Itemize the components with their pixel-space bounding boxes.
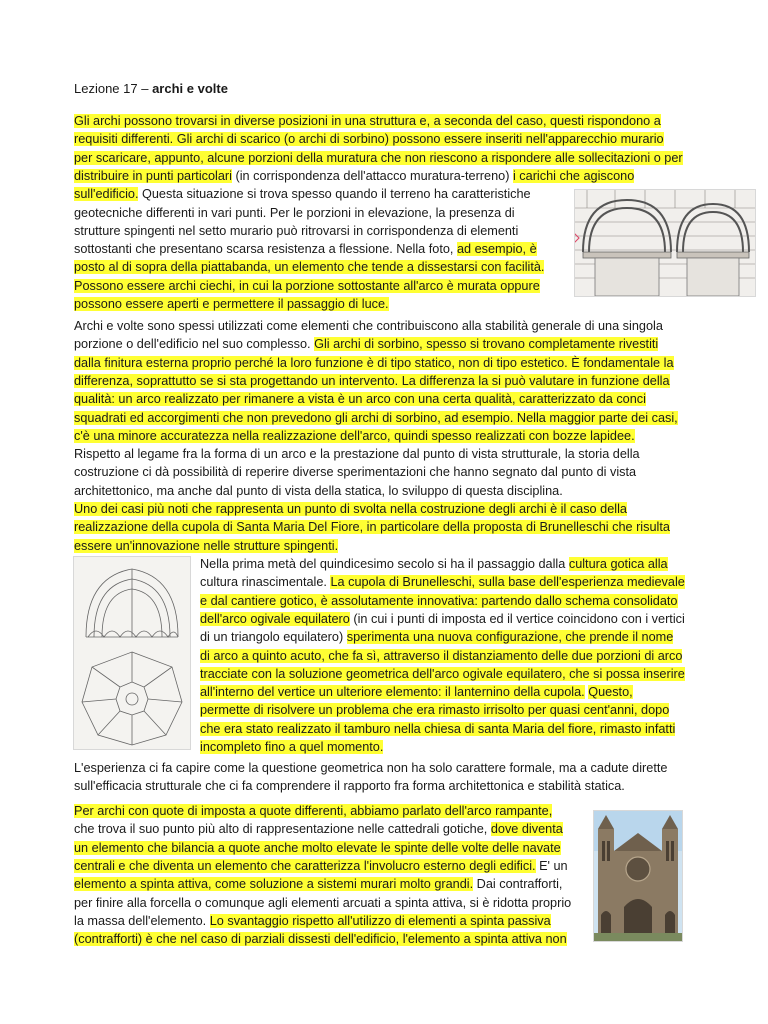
text-line (74, 464, 684, 480)
text-line (74, 803, 599, 819)
title-prefix: Lezione 17 – (74, 81, 153, 96)
text-line (74, 131, 684, 147)
text-segment: dove diventa (490, 822, 563, 837)
text-line (74, 336, 684, 352)
text-segment: realizzazione della cupola di Santa Maria Del Fiore, in particolare della proposta di Brunelleschi che risulta (74, 520, 670, 535)
text-segment: L'esperienza ci fa capire come la questione geometrica non ha solo carattere formale, ma a cadute dirette (74, 761, 668, 775)
text-line (74, 168, 684, 184)
text-line (200, 702, 684, 718)
text-segment: sull'efficacia strutturale che ci fa comprendere il rapporto fra forma architettonica e stabilità statica. (74, 779, 625, 794)
text-segment: Nella prima metà del quindicesimo secolo si ha il passaggio dalla (200, 557, 569, 571)
text-segment: tracciate con la soluzione geometrica dell'arco ogivale equilatero, che si possa inserire (200, 666, 685, 681)
text-segment: Dai contrafforti, (473, 877, 563, 892)
text-line (74, 259, 586, 275)
text-segment: c'è una minore accuratezza nella realizzazione dell'arco, quindi spesso realizzati con bozze lapidee. (74, 428, 635, 443)
text-line (74, 821, 599, 837)
text-segment: dalla finitura esterna proprio perché la loro funzione è di tipo statico, non di tipo estetico. È fondamentale la (74, 355, 674, 370)
text-line (74, 519, 684, 535)
text-segment: elemento a spinta attiva, come soluzione a sistemi murari molto grandi. (74, 877, 474, 892)
text-line (200, 556, 684, 572)
text-line (74, 241, 586, 257)
text-segment: sull'edificio. (74, 187, 139, 202)
text-segment: E' un (535, 858, 568, 873)
text-segment: che era stato realizzato il tamburo nella chiesa di santa Maria del fiore, rimasto infatti (200, 721, 676, 736)
text-line (74, 113, 684, 129)
text-segment: per scaricare, appunto, alcune porzioni della muratura che non riescono a rispondere alle sollecitazioni o per (74, 150, 683, 165)
text-segment: sperimenta una nuova configurazione, che prende il nome (346, 630, 674, 645)
text-line (200, 611, 684, 627)
text-segment: ad esempio, è (456, 242, 537, 257)
text-line (200, 593, 684, 609)
text-segment: porzione o dell'edificio nel suo complesso. (74, 337, 315, 352)
text-segment: incompleto fino a quel momento. (200, 740, 384, 754)
text-segment: cultura gotica alla (568, 557, 668, 571)
text-segment: Uno dei casi più noti che rappresenta un punto di svolta nella costruzione degli archi è il caso della (74, 502, 627, 516)
text-line (200, 739, 684, 755)
text-line (200, 684, 684, 700)
text-segment: Possono essere archi ciechi, in cui la porzione sottostante all'arco è murata oppure (74, 278, 540, 293)
text-segment: la massa dell'elemento. (74, 913, 210, 928)
lesson-title (74, 81, 228, 96)
text-line (74, 538, 684, 554)
title-topic: archi e volte (152, 81, 228, 96)
text-line (74, 223, 586, 239)
text-line (74, 931, 599, 947)
dome-geometry-drawing (73, 556, 191, 750)
text-segment: costruzione ci dà possibilità di reperire diverse sperimentazioni che hanno segnato dal punto di vista (74, 465, 637, 480)
text-segment: (contrafforti) è che nel caso di parziali dissesti dell'edificio, l'elemento a spinta attiva non (74, 932, 567, 947)
text-line (200, 648, 684, 664)
text-segment: distribuire in punti particolari (74, 168, 232, 183)
text-segment: un elemento che bilancia a quote anche molto elevate le spinte delle volte delle navate (74, 840, 561, 855)
text-segment: permette di risolvere un problema che era rimasto irrisolto per quasi cent'anni, dopo (200, 703, 670, 718)
text-line (74, 318, 684, 334)
text-line (74, 895, 599, 911)
text-line (74, 428, 684, 444)
text-segment: per finire alla forcella o comunque agli elementi arcuati a spinta attiva, si è ridotta proprio (74, 895, 572, 910)
text-segment: Lo svantaggio rispetto all'utilizzo di elementi a spinta passiva (209, 913, 551, 928)
text-line (200, 721, 684, 737)
text-line (200, 666, 684, 682)
text-line (200, 629, 684, 645)
text-line (74, 296, 586, 312)
text-segment: strutture spingenti nel setto murario può ritrovarsi in corrispondenza di elementi (74, 223, 519, 238)
text-segment: architettonico, ma anche dal punto di vista della statica, lo sviluppo di questa disciplina. (74, 483, 563, 498)
text-line (74, 205, 586, 221)
text-segment: Gli archi possono trovarsi in diverse posizioni in una struttura e, a seconda del caso, questi rispondono a (74, 114, 661, 128)
text-line (74, 355, 684, 371)
text-segment: sottostanti che presentano scarsa resistenza a flessione. Nella foto, (74, 242, 457, 257)
text-segment: di arco a quinto acuto, che fa sì, attraverso il distanziamento delle due porzioni di arco (200, 648, 683, 663)
text-line (74, 913, 599, 929)
text-segment: geotecniche differenti in vari punti. Per le porzioni in elevazione, la presenza di (74, 205, 515, 220)
text-segment: (in corrispondenza dell'attacco muratura-terreno) (231, 168, 513, 183)
text-segment: Archi e volte sono spessi utilizzati come elementi che contribuiscono alla stabilità generale di una singola (74, 319, 663, 333)
text-segment: essere un'innovazione nelle strutture spingenti. (74, 538, 339, 553)
text-segment: i carichi che agiscono (512, 168, 635, 183)
text-line (74, 840, 599, 856)
text-line (74, 150, 684, 166)
text-segment: squadrati ed accorgimenti che non prevedono gli archi di sorbino, ad esempio. Nella maggior parte dei casi, (74, 410, 678, 425)
text-line (74, 391, 684, 407)
text-segment: di un triangolo equilatero) (200, 630, 347, 645)
text-segment: dell'arco ogivale equilatero (200, 611, 350, 626)
text-segment: Questo, (588, 685, 633, 700)
text-line (74, 876, 599, 892)
text-segment: possono essere aperti e permettere il passaggio di luce. (74, 297, 389, 311)
text-segment: posto al di sopra della piattabanda, un elemento che tende a dissestarsi con facilità. (74, 260, 545, 275)
text-line (74, 858, 599, 874)
text-line (74, 410, 684, 426)
text-segment: all'interno del vertice un ulteriore elemento: il lanternino della cupola. (200, 685, 585, 700)
text-segment: requisiti differenti. Gli archi di scarico (o archi di sorbino) possono essere inseriti nell'apparecchio murario (74, 132, 664, 147)
text-line (74, 501, 684, 517)
gothic-cathedral-photo (593, 810, 683, 942)
text-line (74, 446, 684, 462)
text-line (74, 483, 684, 499)
relieving-arch-photo (574, 189, 756, 297)
text-line (74, 373, 684, 389)
text-segment: Gli archi di sorbino, spesso si trovano completamente rivestiti (314, 337, 659, 352)
text-line (74, 778, 684, 794)
text-segment: centrali e che diventa un elemento che caratterizza l'involucro esterno degli edifici. (74, 858, 536, 873)
text-segment: Rispetto al legame fra la forma di un arco e la prestazione dal punto di vista strutturale, la storia della (74, 447, 640, 462)
text-segment: e dal cantiere gotico, è assolutamente innovativa: partendo dallo schema consolidato (200, 593, 678, 608)
text-segment: cultura rinascimentale. (200, 575, 331, 590)
text-segment: differenza, soprattutto se si sta progettando un intervento. La differenza la si può valutare in funzione della (74, 373, 670, 388)
text-segment: Questa situazione si trova spesso quando il terreno ha caratteristiche (138, 187, 531, 202)
text-segment: Per archi con quote di imposta a quote differenti, abbiamo parlato dell'arco rampante, (74, 804, 553, 818)
text-segment: che trova il suo punto più alto di rappresentazione nelle cattedrali gotiche, (74, 822, 491, 837)
text-line (74, 760, 684, 776)
text-segment: (in cui i punti di imposta ed il vertice coincidono con i vertici (349, 611, 685, 626)
text-line (200, 574, 684, 590)
text-line (74, 278, 586, 294)
text-segment: La cupola di Brunelleschi, sulla base dell'esperienza medievale (330, 575, 685, 590)
text-segment: qualità: un arco realizzato per rimanere a vista è un arco con una certa qualità, caratterizzato da conci (74, 392, 646, 407)
